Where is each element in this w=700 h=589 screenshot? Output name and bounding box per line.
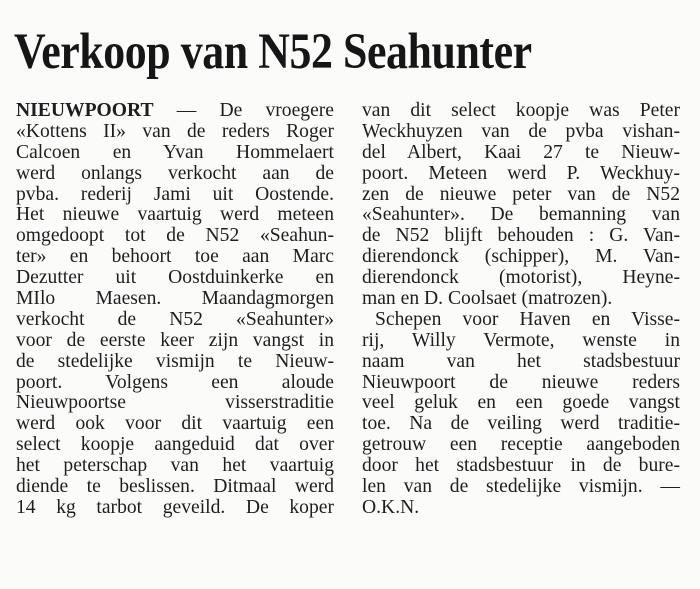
- article-line: «Seahunter». De bemanning van: [362, 204, 680, 226]
- article-line: van dit select koopje was Peter: [362, 100, 680, 121]
- article-line: dierendonck (motorist), Heyne-: [362, 267, 680, 289]
- article-line: 14 kg tarbot geveild. De koper: [16, 496, 334, 518]
- article-line: zen de nieuwe peter van de N52: [362, 183, 680, 205]
- article-line: len van de stedelijke vismijn. —: [362, 476, 680, 498]
- article-line: veel geluk en een goede vangst: [362, 392, 680, 414]
- article-line: Schepen voor Haven en Visse-: [375, 308, 680, 330]
- article-line: de N52 blijft behouden : G. Van-: [362, 225, 680, 247]
- article-line: getrouw een receptie aangeboden: [362, 434, 680, 456]
- article-line: werd onlangs verkocht aan de: [16, 162, 334, 184]
- article-line: select koopje aangeduid dat over: [16, 434, 334, 456]
- article-line: Dezutter uit Oostduinkerke en: [16, 267, 334, 289]
- article-line: dierendonck (schipper), M. Van-: [362, 246, 680, 268]
- article-line: NIEUWPOORT — De vroegere: [16, 100, 334, 121]
- article-line: omgedoopt tot de N52 «Seahun-: [16, 225, 334, 247]
- article-line: naam van het stadsbestuur: [362, 350, 680, 372]
- article-line: Het nieuwe vaartuig werd meteen: [16, 204, 334, 226]
- article-column-right: [362, 101, 680, 519]
- article-line: door het stadsbestuur in de bure-: [362, 455, 680, 477]
- article-line: werd ook voor dit vaartuig een: [16, 413, 334, 435]
- article-line: «Kottens II» van de reders Roger: [16, 120, 334, 142]
- article-line: diende te beslissen. Ditmaal werd: [16, 476, 334, 498]
- article-line: ter» en behoort toe aan Marc: [16, 246, 334, 268]
- article-line: pvba. rederij Jami uit Oostende.: [16, 183, 334, 205]
- article-line: rij, Willy Vermote, wenste in: [362, 329, 680, 351]
- article-line: verkocht de N52 «Seahunter»: [16, 308, 334, 330]
- article-line: Nieuwpoortse visserstraditie: [16, 392, 334, 414]
- article-column-left: [16, 101, 334, 519]
- article-line: Nieuwpoort de nieuwe reders: [362, 371, 680, 393]
- article-line: Weckhuyzen van de pvba vishan-: [362, 120, 680, 142]
- article-line: voor de eerste keer zijn vangst in: [16, 329, 334, 351]
- article-line: poort. Meteen werd P. Weckhuy-: [362, 162, 680, 184]
- byline: O.K.N.: [362, 496, 420, 518]
- article-line: de stedelijke vismijn te Nieuw-: [16, 350, 334, 372]
- headline: Verkoop van N52 Seahunter: [14, 24, 532, 80]
- article-line: poort. Volgens een aloude: [16, 371, 334, 393]
- article-line: man en D. Coolsaet (matrozen).: [362, 288, 613, 310]
- dateline: NIEUWPOORT: [16, 100, 154, 121]
- article-line: MIlo Maesen. Maandagmorgen: [16, 288, 334, 310]
- article-line: het peterschap van het vaartuig: [16, 455, 334, 477]
- article-line: del Albert, Kaai 27 te Nieuw-: [362, 141, 680, 163]
- article-line: Calcoen en Yvan Hommelaert: [16, 141, 334, 163]
- article-line: toe. Na de veiling werd traditie-: [362, 413, 680, 435]
